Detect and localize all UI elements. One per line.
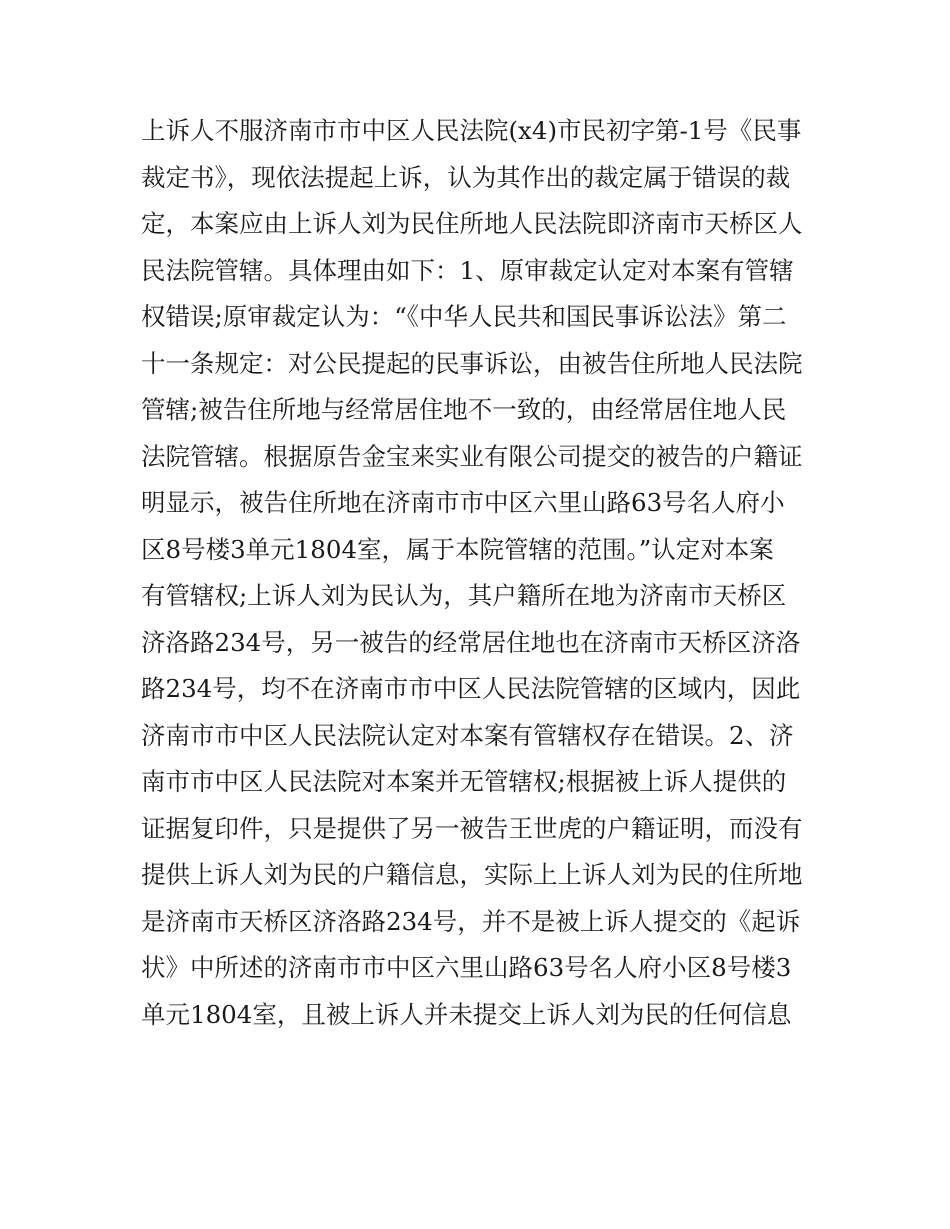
text-line-6: 十一条规定：对公民提起的民事诉讼，由被告住所地人民法院 — [141, 348, 803, 378]
text-line-10: 区8号楼3单元1804室，属于本院管辖的范围。”认定对本案 — [141, 534, 774, 564]
text-line-8: 法院管辖。根据原告金宝来实业有限公司提交的被告的户籍证 — [141, 441, 803, 471]
text-line-1: 上诉人不服济南市市中区人民法院(x4)市民初字第-1号《民事 — [141, 116, 802, 145]
text-line-13: 路234号，均不在济南市市中区人民法院管辖的区域内，因此 — [141, 674, 801, 703]
text-line-4: 民法院管辖。具体理由如下：1、原审裁定认定对本案有管辖 — [141, 255, 794, 285]
text-line-12: 济洛路234号，另一被告的经常居住地也在济南市天桥区济洛 — [141, 627, 801, 657]
text-line-11: 有管辖权;上诉人刘为民认为，其户籍所在地为济南市天桥区 — [141, 581, 787, 610]
text-line-9: 明显示，被告住所地在济南市市中区六里山路63号名人府小 — [141, 488, 785, 517]
text-line-15: 南市市中区人民法院对本案并无管辖权;根据被上诉人提供的 — [141, 767, 787, 796]
text-line-3: 定，本案应由上诉人刘为民住所地人民法院即济南市天桥区人 — [141, 209, 803, 238]
text-line-17: 提供上诉人刘为民的户籍信息，实际上上诉人刘为民的住所地 — [141, 860, 803, 889]
text-line-14: 济南市市中区人民法院认定对本案有管辖权存在错误。2、济 — [141, 720, 794, 750]
text-line-16: 证据复印件，只是提供了另一被告王世虎的户籍证明，而没有 — [141, 813, 803, 843]
text-line-18: 是济南市天桥区济洛路234号，并不是被上诉人提交的《起诉 — [141, 906, 801, 936]
text-line-2: 裁定书》，现依法提起上诉，认为其作出的裁定属于错误的裁 — [141, 162, 791, 192]
text-line-19: 状》中所述的济南市市中区六里山路63号名人府小区8号楼3 — [141, 953, 792, 982]
body-paragraph — [141, 108, 821, 1038]
text-line-20: 单元1804室，且被上诉人并未提交上诉人刘为民的任何信息 — [141, 999, 792, 1029]
text-line-7: 管辖;被告住所地与经常居住地不一致的，由经常居住地人民 — [141, 395, 787, 424]
text-line-5: 权错误;原审裁定认为：“《中华人民共和国民事诉讼法》第二 — [141, 302, 787, 331]
